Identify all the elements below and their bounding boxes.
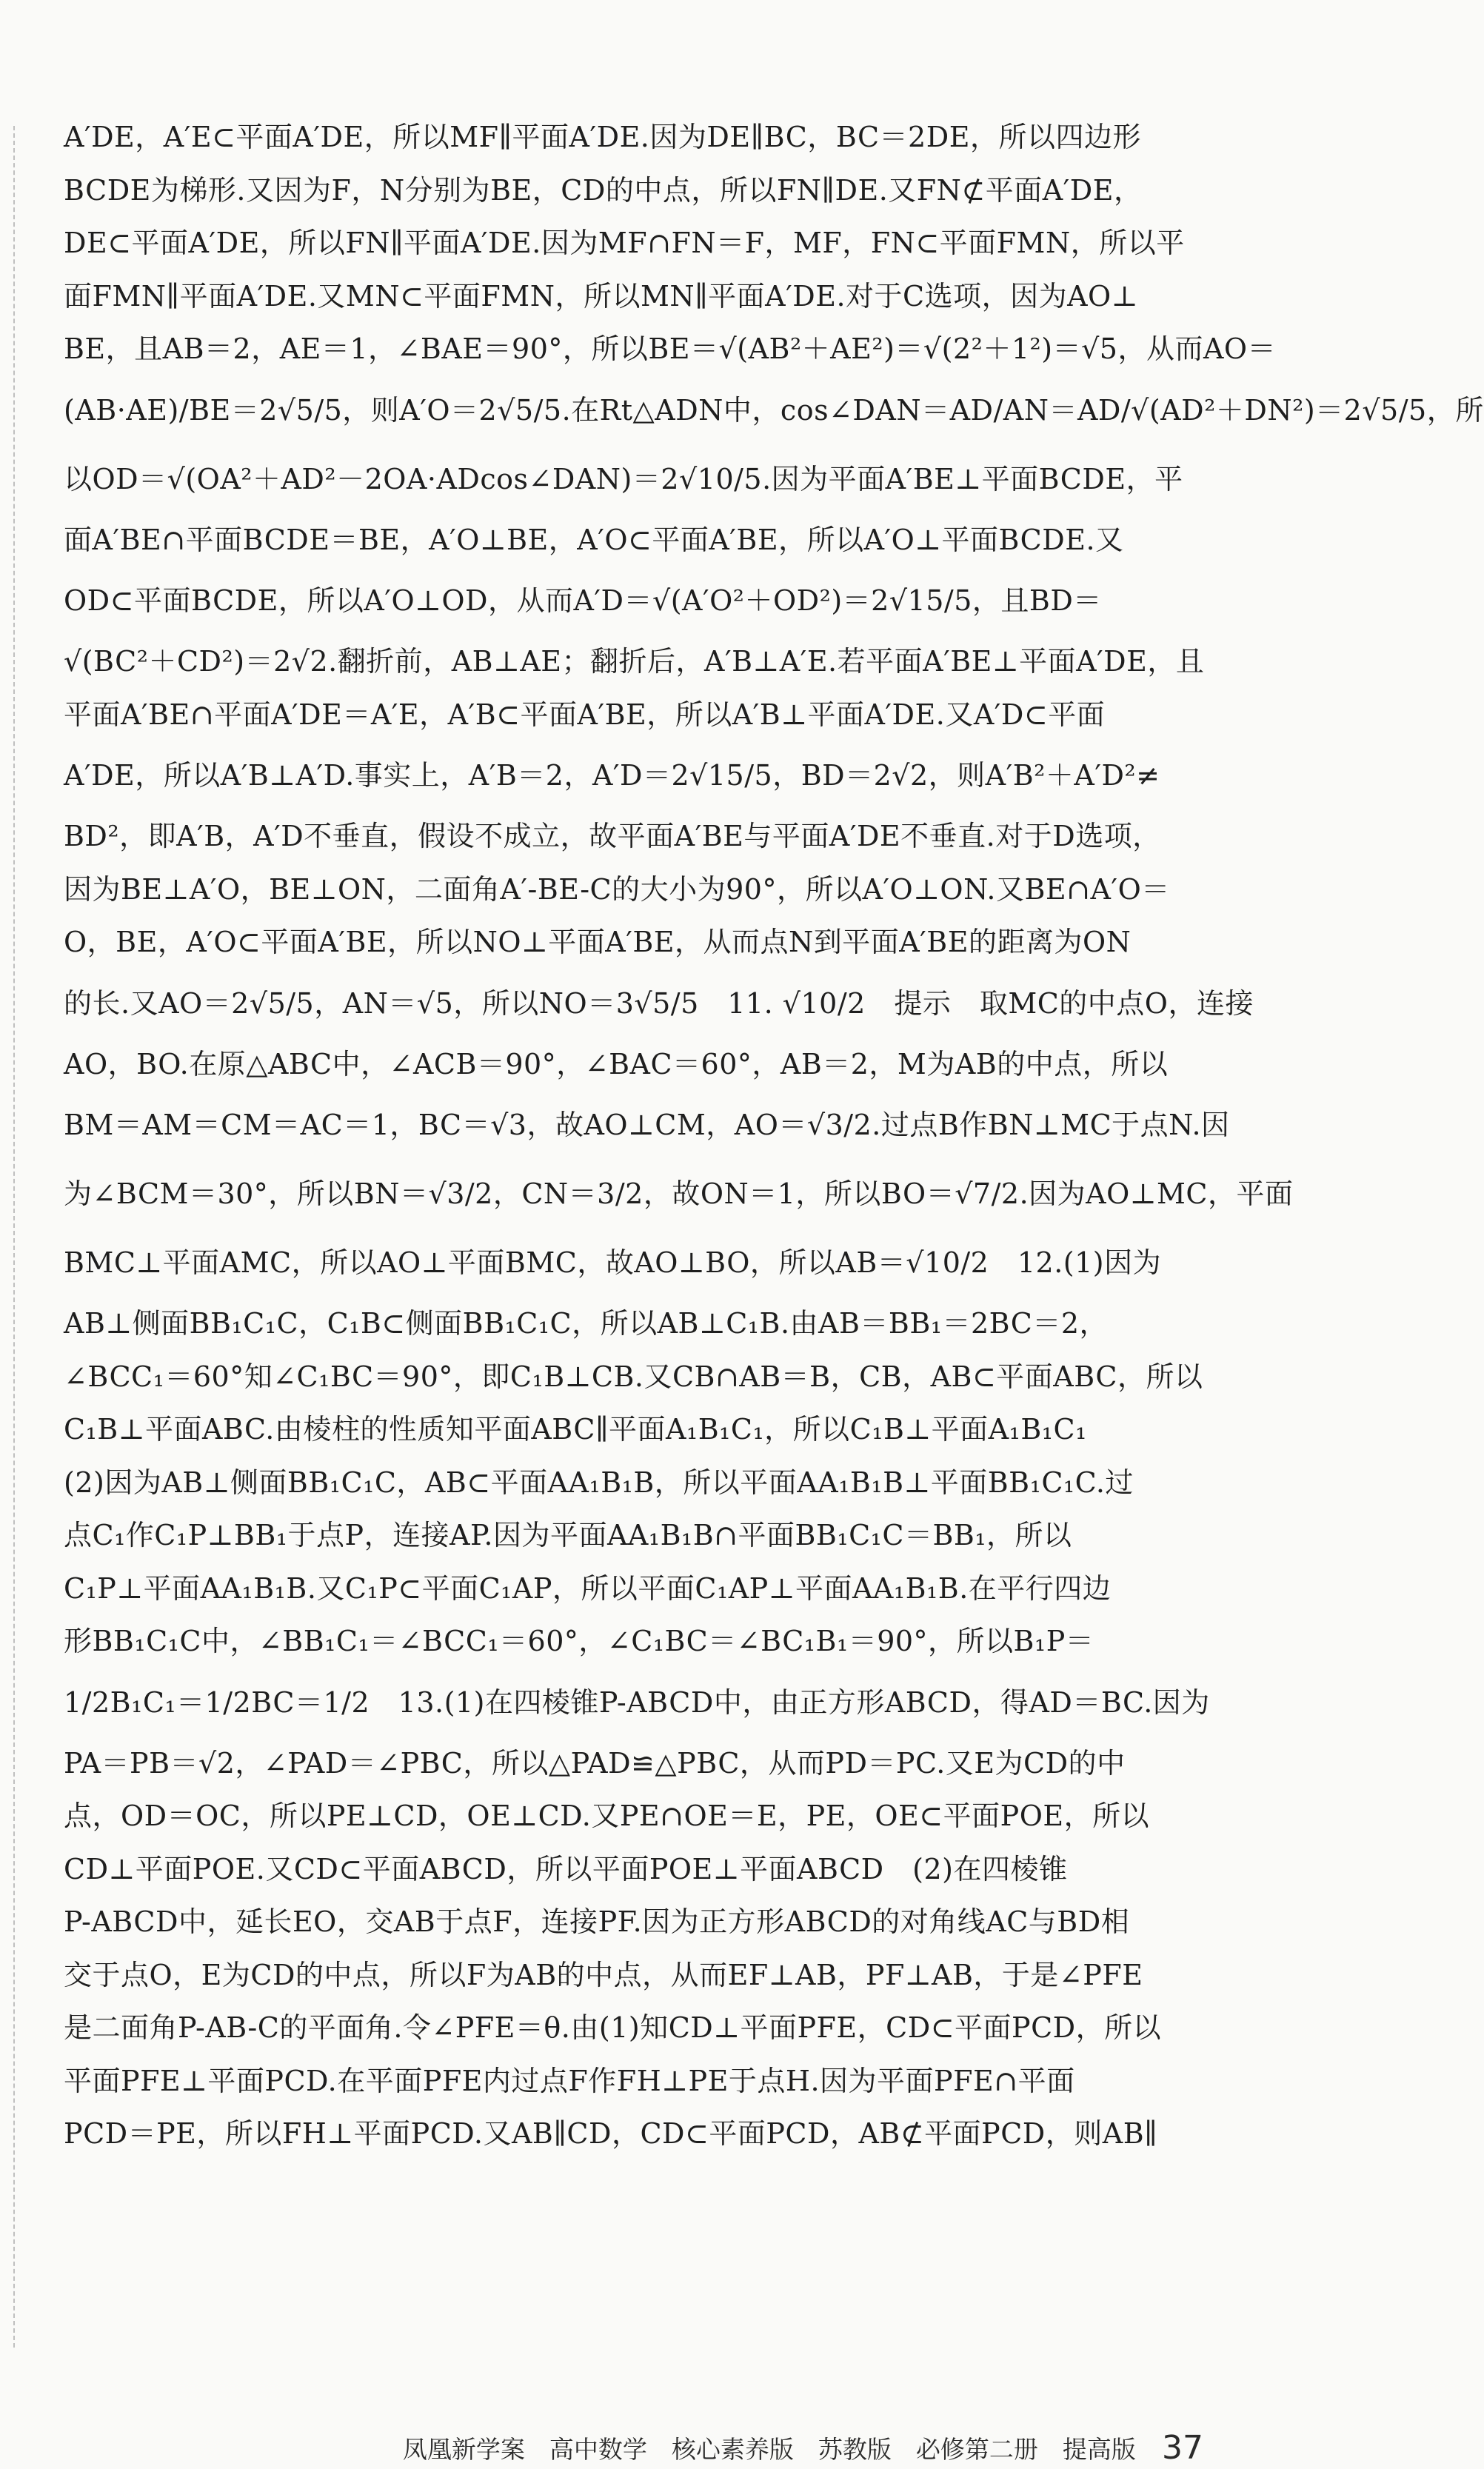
text-line: BCDE为梯形.又因为F，N分别为BE，CD的中点，所以FN∥DE.又FN⊄平面A′DE， xyxy=(64,173,1143,207)
text-line: BMC⊥平面AMC，所以AO⊥平面BMC，故AO⊥BO，所以AB＝√10/2 12.(1)因为 xyxy=(64,1246,1162,1279)
text-line: (2)因为AB⊥侧面BB₁C₁C，AB⊂平面AA₁B₁B，所以平面AA₁B₁B⊥平面BB₁C₁C.过 xyxy=(64,1466,1134,1499)
text-line: 1/2B₁C₁＝1/2BC＝1/2 13.(1)在四棱锥P-ABCD中，由正方形ABCD，得AD＝BC.因为 xyxy=(64,1685,1210,1719)
answer-text-body xyxy=(64,111,1484,2161)
text-line: AO，BO.在原△ABC中，∠ACB＝90°，∠BAC＝60°，AB＝2，M为AB的中点，所以 xyxy=(64,1047,1169,1080)
text-line: (AB·AE)/BE＝2√5/5，则A′O＝2√5/5.在Rt△ADN中，cos∠DAN＝AD/AN＝AD/√(AD²＋DN²)＝2√5/5，所 xyxy=(64,393,1484,427)
text-line: 平面PFE⊥平面PCD.在平面PFE内过点F作FH⊥PE于点H.因为平面PFE∩平面 xyxy=(64,2064,1075,2097)
text-line: 是二面角P-AB-C的平面角.令∠PFE＝θ.由(1)知CD⊥平面PFE，CD⊂平面PCD，所以 xyxy=(64,2011,1162,2044)
text-line: BD²，即A′B，A′D不垂直，假设不成立，故平面A′BE与平面A′DE不垂直.对于D选项， xyxy=(64,820,1161,852)
page-number: 37 xyxy=(1162,2429,1203,2467)
text-line: O，BE，A′O⊂平面A′BE，所以NO⊥平面A′BE，从而点N到平面A′BE的距离为ON xyxy=(64,926,1132,958)
text-line: 形BB₁C₁C中，∠BB₁C₁＝∠BCC₁＝60°，∠C₁BC＝∠BC₁B₁＝90°，所以B₁P＝ xyxy=(64,1625,1094,1657)
text-line: 的长.又AO＝2√5/5，AN＝√5，所以NO＝3√5/5 11. √10/2 提示 取MC的中点O，连接 xyxy=(64,986,1254,1020)
text-line: P-ABCD中，延长EO，交AB于点F，连接PF.因为正方形ABCD的对角线AC与BD相 xyxy=(64,1905,1130,1938)
text-line: BE，且AB＝2，AE＝1，∠BAE＝90°，所以BE＝√(AB²＋AE²)＝√(2²＋1²)＝√5，从而AO＝ xyxy=(64,333,1277,365)
text-line: 交于点O，E为CD的中点，所以F为AB的中点，从而EF⊥AB，PF⊥AB，于是∠PFE xyxy=(64,1958,1143,1991)
text-line: √(BC²＋CD²)＝2√2.翻折前，AB⊥AE；翻折后，A′B⊥A′E.若平面A′BE⊥平面A′DE，且 xyxy=(64,645,1205,678)
text-line: 平面A′BE∩平面A′DE＝A′E，A′B⊂平面A′BE，所以A′B⊥平面A′DE.又A′D⊂平面 xyxy=(64,698,1106,731)
page-footer xyxy=(0,2429,1203,2469)
binding-margin-line xyxy=(13,126,15,2348)
text-line: C₁B⊥平面ABC.由棱柱的性质知平面ABC∥平面A₁B₁C₁，所以C₁B⊥平面A₁B₁C₁ xyxy=(64,1413,1087,1446)
text-line: 点，OD＝OC，所以PE⊥CD，OE⊥CD.又PE∩OE＝E，PE，OE⊂平面POE，所以 xyxy=(64,1800,1150,1832)
text-line: ∠BCC₁＝60°知∠C₁BC＝90°，即C₁B⊥CB.又CB∩AB＝B，CB，AB⊂平面ABC，所以 xyxy=(64,1360,1203,1393)
text-line: C₁P⊥平面AA₁B₁B.又C₁P⊂平面C₁AP，所以平面C₁AP⊥平面AA₁B₁B.在平行四边 xyxy=(64,1571,1112,1605)
text-line: PA＝PB＝√2，∠PAD＝∠PBC，所以△PAD≌△PBC，从而PD＝PC.又E为CD的中 xyxy=(64,1746,1126,1780)
footer-book-title: 凤凰新学案 高中数学 核心素养版 苏教版 必修第二册 提高版 xyxy=(402,2435,1136,2464)
text-line: A′DE，所以A′B⊥A′D.事实上，A′B＝2，A′D＝2√15/5，BD＝2√2，则A′B²＋A′D²≠ xyxy=(64,759,1160,792)
text-line: 点C₁作C₁P⊥BB₁于点P，连接AP.因为平面AA₁B₁B∩平面BB₁C₁C＝BB₁，所以 xyxy=(64,1519,1072,1551)
text-line: AB⊥侧面BB₁C₁C，C₁B⊂侧面BB₁C₁C，所以AB⊥C₁B.由AB＝BB₁＝2BC＝2， xyxy=(64,1307,1109,1340)
text-line: CD⊥平面POE.又CD⊂平面ABCD，所以平面POE⊥平面ABCD (2)在四棱锥 xyxy=(64,1852,1068,1885)
text-line: 为∠BCM＝30°，所以BN＝√3/2，CN＝3/2，故ON＝1，所以BO＝√7/2.因为AO⊥MC，平面 xyxy=(64,1177,1294,1210)
text-line: OD⊂平面BCDE，所以A′O⊥OD，从而A′D＝√(A′O²＋OD²)＝2√15/5，且BD＝ xyxy=(64,584,1102,617)
text-line: 面FMN∥平面A′DE.又MN⊂平面FMN，所以MN∥平面A′DE.对于C选项，因为AO⊥ xyxy=(64,279,1138,313)
text-line: DE⊂平面A′DE，所以FN∥平面A′DE.因为MF∩FN＝F，MF，FN⊂平面FMN，所以平 xyxy=(64,227,1185,259)
text-line: BM＝AM＝CM＝AC＝1，BC＝√3，故AO⊥CM，AO＝√3/2.过点B作BN⊥MC于点N.因 xyxy=(64,1109,1230,1141)
text-line: 面A′BE∩平面BCDE＝BE，A′O⊥BE，A′O⊂平面A′BE，所以A′O⊥平面BCDE.又 xyxy=(64,523,1124,556)
text-line: A′DE，A′E⊂平面A′DE，所以MF∥平面A′DE.因为DE∥BC，BC＝2DE，所以四边形 xyxy=(64,121,1141,153)
text-line: 以OD＝√(OA²＋AD²－2OA·ADcos∠DAN)＝2√10/5.因为平面A′BE⊥平面BCDE，平 xyxy=(64,462,1183,495)
text-line: 因为BE⊥A′O，BE⊥ON，二面角A′-BE-C的大小为90°，所以A′O⊥ON.又BE∩A′O＝ xyxy=(64,872,1170,906)
text-line: PCD＝PE，所以FH⊥平面PCD.又AB∥CD，CD⊂平面PCD，AB⊄平面PCD，则AB∥ xyxy=(64,2117,1158,2150)
